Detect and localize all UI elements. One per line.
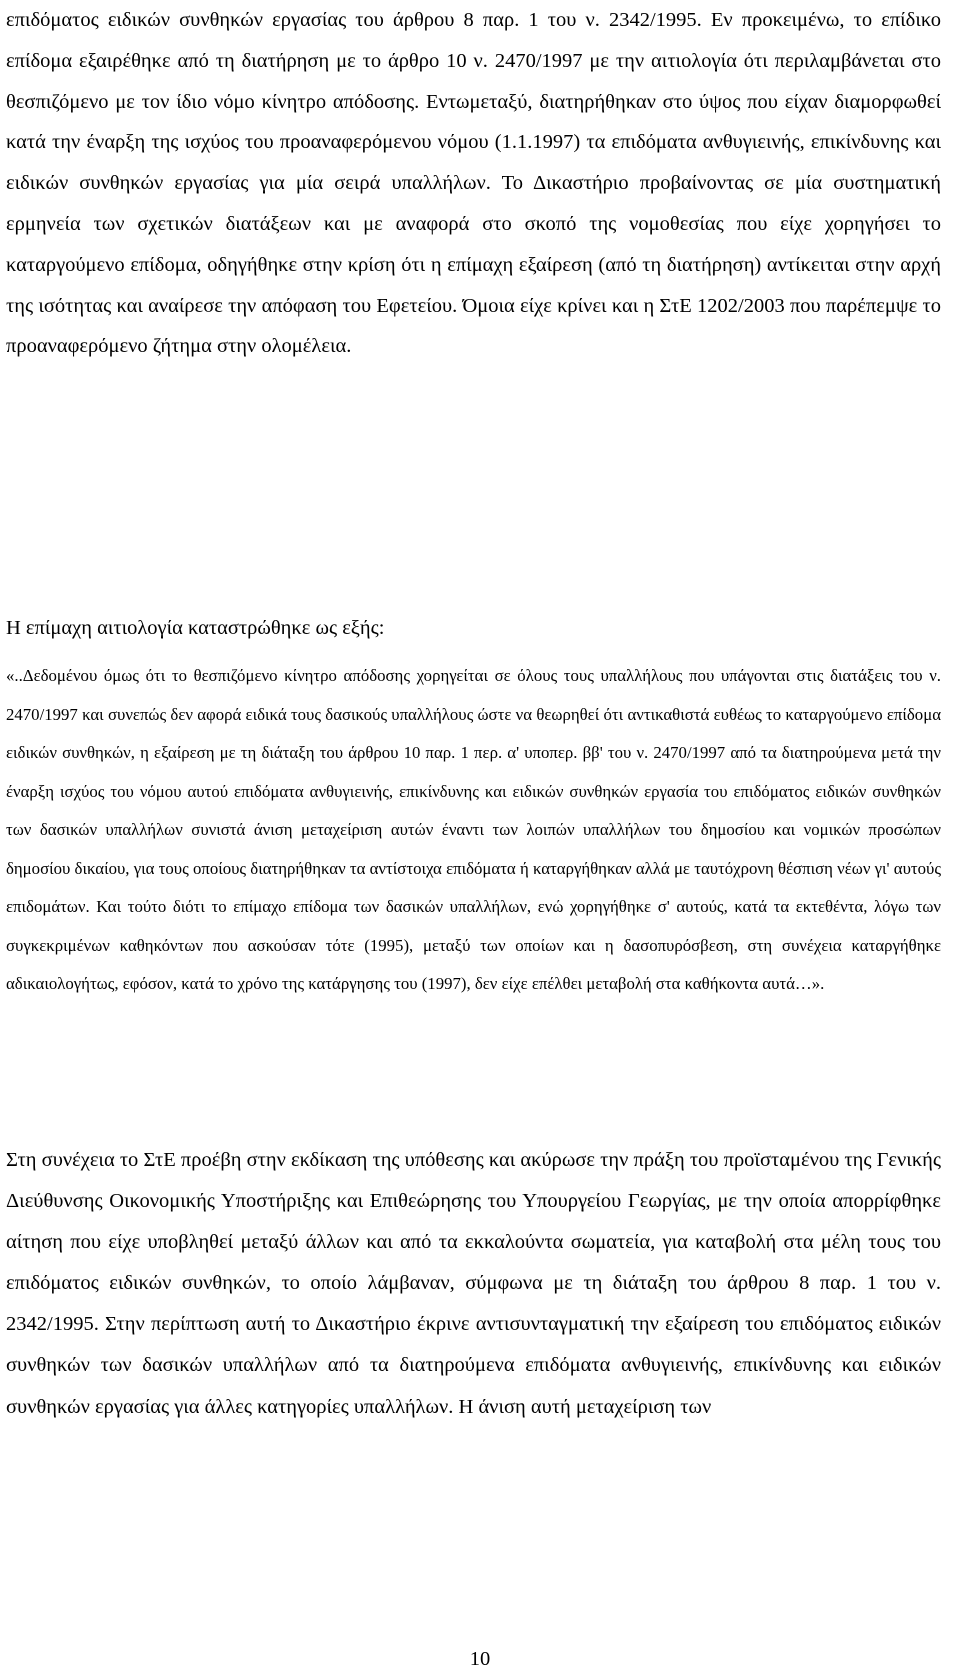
quote-intro-heading: Η επίμαχη αιτιολογία καταστρώθηκε ως εξής: xyxy=(6,617,385,639)
body-paragraph-1: επιδόματος ειδικών συνθηκών εργασίας του άρθρου 8 παρ. 1 του ν. 2342/1995. Εν προκειμένω, το επίδικο επίδομα εξαιρέθηκε από τη διατήρηση με το άρθρο 10 ν. 2470/1997 με την αιτιολογία ότι περιλαμβάνεται στο θεσπιζόμενο με τον ίδιο νόμο κίνητρο απόδοσης. Εντωμεταξύ, διατηρήθηκαν στο ύψος που είχαν διαμορφωθεί κατά την έναρξη της ισχύος του προαναφερόμενου νόμου (1.1.1997) τα επιδόματα ανθυγιεινής, επικίνδυνης και ειδικών συνθηκών εργασίας για μία σειρά υπαλλήλων. Το Δικαστήριο προβαίνοντας σε μία συστηματική ερμηνεία των σχετικών διατάξεων και με αναφορά στο σκοπό της νομοθεσίας που είχε χορηγήσει το καταργούμενο επίδομα, οδηγήθηκε στην κρίση ότι η επίμαχη εξαίρεση (από τη διατήρηση) αντίκειται στην αρχή της ισότητας και αναίρεσε την απόφαση του Εφετείου. Όμοια είχε κρίνει και η ΣτΕ 1202/2003 που παρέπεμψε το προαναφερόμενο ζήτημα στην ολομέλεια. xyxy=(6,9,941,358)
body-paragraph-2: Στη συνέχεια το ΣτΕ προέβη στην εκδίκαση της υπόθεσης και ακύρωσε την πράξη του προϊσταμένου της Γενικής Διεύθυνσης Οικονομικής Υποστήριξης και Επιθεώρησης του Υπουργείου Γεωργίας, με την οποία απορρίφθηκε αίτηση που είχε υποβληθεί μεταξύ άλλων και από τα εκκαλούντα σωματεία, για καταβολή στα μέλη τους του επιδόματος ειδικών συνθηκών, το οποίο λάμβαναν, σύμφωνα με τη διάταξη του άρθρου 8 παρ. 1 του ν. 2342/1995. Στην περίπτωση αυτή το Δικαστήριο έκρινε αντισυνταγματική την εξαίρεση του επιδόματος ειδικών συνθηκών των δασικών υπαλλήλων από τα διατηρούμενα επιδόματα ανθυγιεινής, επικίνδυνης και ειδικών συνθηκών εργασίας για άλλες κατηγορίες υπαλλήλων. Η άνιση αυτή μεταχείριση των xyxy=(6,1149,941,1418)
block-quote: «..Δεδομένου όμως ότι το θεσπιζόμενο κίνητρο απόδοσης χορηγείται σε όλους τους υπαλλήλους που υπάγονται στις διατάξεις του ν. 2470/1997 και συνεπώς δεν αφορά ειδικά τους δασικούς υπαλλήλους ώστε να θεωρηθεί ότι αντικαθιστά ευθέως το καταργούμενο επίδομα ειδικών συνθηκών, η εξαίρεση με τη διάταξη του άρθρου 10 παρ. 1 περ. α' υποπερ. ββ' του ν. 2470/1997 από τα διατηρούμενα μετά την έναρξη ισχύος του νόμου αυτού επιδόματα ανθυγιεινής, επικίνδυνης και ειδικών συνθηκών εργασία του επιδόματος ειδικών συνθηκών των δασικών υπαλλήλων συνιστά άνιση μεταχείριση αυτών έναντι των λοιπών υπαλλήλων του δημοσίου και νομικών προσώπων δημοσίου δικαίου, για τους οποίους διατηρήθηκαν τα αντίστοιχα επιδόματα ή καταργήθηκαν αλλά με ταυτόχρονη θέσπιση νέων γι' αυτούς επιδομάτων. Και τούτο διότι το επίμαχο επίδομα των δασικών υπαλλήλων, ενώ χορηγήθηκε σ' αυτούς, κατά τα εκτεθέντα, λόγω των συγκεκριμένων καθηκόντων που ασκούσαν τότε (1995), μεταξύ των οποίων και η δασοπυρόσβεση, στη συνέχεια καταργήθηκε αδικαιολογήτως, εφόσον, κατά το χρόνο της κατάργησης του (1997), δεν είχε επέλθει μεταβολή στα καθήκοντα αυτά…». xyxy=(6,666,941,993)
page-number: 10 xyxy=(469,1648,491,1670)
